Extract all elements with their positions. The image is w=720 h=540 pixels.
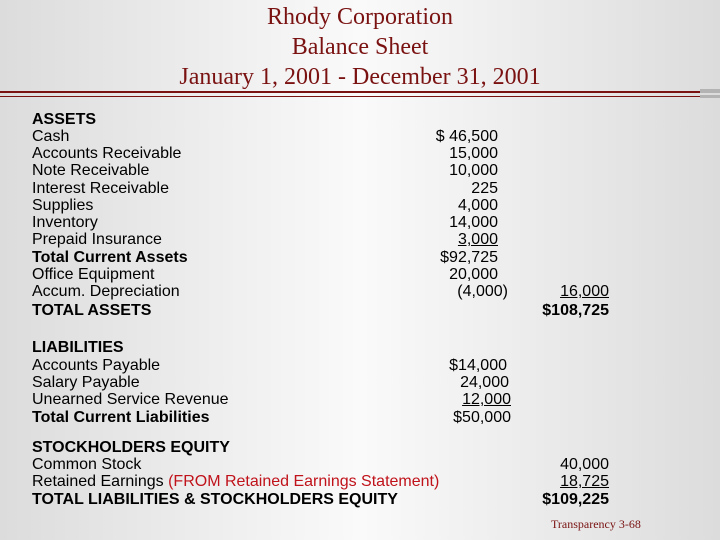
asset-label: Office Equipment: [32, 266, 155, 283]
asset-amount: 20,000: [449, 266, 498, 283]
header-rule-thin: [0, 96, 720, 97]
asset-label: Inventory: [32, 214, 98, 231]
liability-label: Accounts Payable: [32, 357, 161, 374]
liability-amount: 12,000: [462, 391, 511, 408]
asset-label: Cash: [32, 128, 70, 145]
asset-label: Accum. Depreciation: [32, 283, 180, 300]
transparency-label: Transparency 3-68: [551, 517, 641, 531]
asset-amount: 3,000: [457, 231, 498, 248]
asset-amount: 225: [471, 180, 498, 197]
liability-label: Unearned Service Revenue: [32, 391, 229, 408]
asset-amount: 10,000: [449, 162, 498, 179]
asset-amount: 4,000: [457, 197, 498, 214]
retained-earnings-row: [32, 473, 439, 490]
asset-amount: $ 46,500: [435, 128, 498, 145]
total-assets-label: TOTAL ASSETS: [32, 302, 152, 319]
asset-amount: 15,000: [449, 145, 498, 162]
total-liabilities-equity-amount: $109,225: [542, 491, 609, 508]
retained-earnings-amount: 18,725: [560, 473, 609, 490]
total-assets-amount: $108,725: [542, 302, 609, 319]
retained-earnings-note: (FROM Retained Earnings Statement): [168, 473, 440, 490]
net-equipment-amount: 16,000: [560, 283, 609, 300]
liability-amount: 24,000: [460, 374, 509, 391]
liability-label: Salary Payable: [32, 374, 140, 391]
asset-label: Supplies: [32, 197, 94, 214]
total-liabilities-equity-label: TOTAL LIABILITIES & STOCKHOLDERS EQUITY: [32, 491, 398, 508]
header-accent-bar-bottom: [700, 95, 720, 98]
total-liabilities-amount: $50,000: [453, 409, 511, 426]
period-title: January 1, 2001 - December 31, 2001: [179, 64, 541, 90]
total-current-assets-label: Total Current Assets: [32, 249, 188, 266]
asset-label: Note Receivable: [32, 162, 150, 179]
header-rule-thick: [0, 91, 720, 93]
asset-label: Prepaid Insurance: [32, 231, 162, 248]
liabilities-heading: LIABILITIES: [32, 339, 124, 356]
common-stock-label: Common Stock: [32, 456, 142, 473]
header-accent-bar-top: [700, 89, 720, 93]
asset-label: Accounts Receivable: [32, 145, 182, 162]
statement-title: Balance Sheet: [291, 34, 429, 60]
liability-amount: $14,000: [449, 357, 507, 374]
company-title: Rhody Corporation: [267, 4, 453, 30]
asset-amount: 14,000: [449, 214, 498, 231]
assets-heading: ASSETS: [32, 111, 97, 128]
total-liabilities-label: Total Current Liabilities: [32, 409, 210, 426]
asset-amount: (4,000): [457, 283, 508, 300]
equity-heading: STOCKHOLDERS EQUITY: [32, 439, 230, 456]
total-current-assets-amount: $92,725: [440, 249, 498, 266]
common-stock-amount: 40,000: [560, 456, 609, 473]
retained-earnings-label: Retained Earnings: [32, 473, 164, 490]
asset-label: Interest Receivable: [32, 180, 169, 197]
